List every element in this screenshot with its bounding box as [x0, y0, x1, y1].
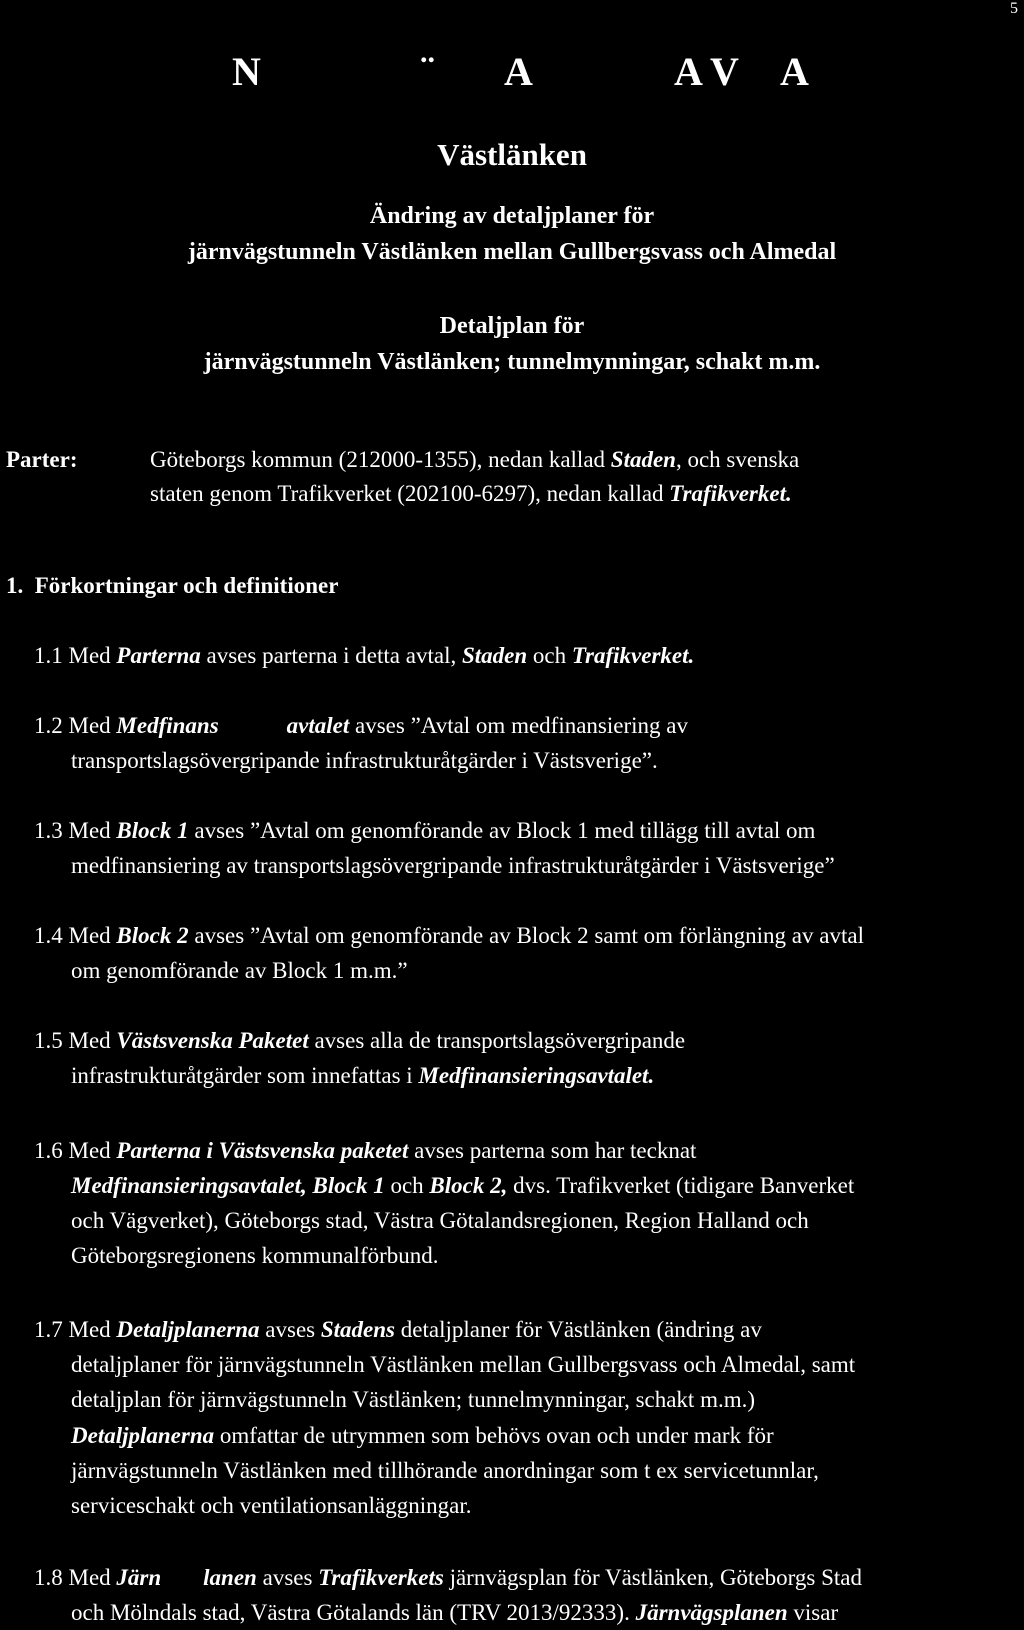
term: Järn: [116, 1565, 162, 1590]
section-title: Förkortningar och definitioner: [34, 573, 339, 598]
definition-1-2-line-2: transportslagsövergripande infrastrukturåtgärder i Västsverige”.: [71, 748, 658, 773]
definition-1-7-line-4: [71, 1418, 774, 1453]
title-fragment-5: A: [780, 49, 809, 94]
term: Västsvenska Paketet: [116, 1028, 309, 1053]
text: 1.5 Med: [34, 1028, 117, 1053]
definition-1-7-line-6: serviceschakt och ventilationsanläggningar.: [71, 1493, 472, 1518]
definition-1-5: [34, 1023, 685, 1058]
term: Medfinans: [116, 713, 219, 738]
text: 1.6 Med: [34, 1138, 117, 1163]
plan2-line1: Detaljplan för: [439, 313, 585, 339]
text: 1.4 Med: [34, 923, 117, 948]
text: 1.8 Med: [34, 1565, 117, 1590]
text: 1.7 Med: [34, 1317, 117, 1342]
plan2-line2: järnvägstunneln Västlänken; tunnelmynningar, schakt m.m.: [203, 349, 821, 375]
term: Trafikverket.: [571, 643, 695, 668]
text: och Mölndals stad, Västra Götalands län (TRV 2013/92333).: [71, 1600, 636, 1625]
plan1-line1: Ändring av detaljplaner för: [369, 203, 655, 229]
term: Block 2,: [429, 1173, 508, 1198]
definition-1-7-line-5: järnvägstunneln Västlänken med tillhörande anordningar som t ex servicetunnlar,: [71, 1458, 819, 1483]
definition-1-3-line-2: medfinansiering av transportslagsövergripande infrastrukturåtgärder i Västsverige”: [71, 853, 835, 878]
text: , och svenska: [675, 447, 800, 472]
text: visar: [787, 1600, 839, 1625]
definition-1-4: [34, 918, 864, 953]
text: och: [384, 1173, 430, 1198]
definition-1-6-line-2: [71, 1168, 854, 1203]
definition-1-5-line-2: [71, 1058, 654, 1093]
section-heading: [6, 568, 338, 603]
term: Medfinansieringsavtalet.: [418, 1063, 655, 1088]
title-fragment-4: A V: [674, 49, 739, 94]
term-staden: Staden: [610, 447, 676, 472]
term: Detaljplanerna: [116, 1317, 260, 1342]
definition-1-4-line-2: om genomförande av Block 1 m.m.”: [71, 958, 408, 983]
text: avses ”Avtal om genomförande av Block 2 samt om förlängning av avtal: [188, 923, 864, 948]
definition-1-8: [34, 1560, 862, 1595]
term: Medfinansieringsavtalet, Block 1: [71, 1173, 385, 1198]
term: Block 1: [116, 818, 189, 843]
term: Trafikverkets: [318, 1565, 444, 1590]
definition-1-6-line-4: Göteborgsregionens kommunalförbund.: [71, 1243, 439, 1268]
title-fragment-3: A: [504, 49, 533, 94]
text: infrastrukturåtgärder som innefattas i: [71, 1063, 419, 1088]
parties-line-1: [150, 442, 799, 477]
term: Stadens: [320, 1317, 396, 1342]
text: avses: [256, 1565, 319, 1590]
text: 1.1 Med: [34, 643, 117, 668]
text: avses: [259, 1317, 321, 1342]
term: lanen: [203, 1565, 257, 1590]
term: avtalet: [286, 713, 350, 738]
text: järnvägsplan för Västlänken, Göteborgs Stad: [443, 1565, 862, 1590]
parties-label: Parter:: [6, 447, 78, 472]
text: avses alla de transportslagsövergripande: [308, 1028, 686, 1053]
definition-1-1: [34, 638, 694, 673]
title-fragment-2: ..: [420, 36, 435, 69]
text: dvs. Trafikverket (tidigare Banverket: [507, 1173, 855, 1198]
definition-1-2: [34, 708, 688, 743]
text: avses parterna som har tecknat: [408, 1138, 697, 1163]
text: 1.3 Med: [34, 818, 117, 843]
term-trafikverket: Trafikverket.: [669, 481, 792, 506]
text: avses ”Avtal om medfinansiering av: [349, 713, 688, 738]
page-number: 5: [1010, 0, 1018, 17]
definition-1-7-line-2: detaljplaner för järnvägstunneln Västlänken mellan Gullbergsvass och Almedal, samt: [71, 1352, 856, 1377]
definition-1-7: [34, 1312, 762, 1347]
text: avses parterna i detta avtal,: [200, 643, 462, 668]
text: och: [527, 643, 572, 668]
plan1-line2: järnvägstunneln Västlänken mellan Gullbergsvass och Almedal: [187, 239, 837, 265]
term: Staden: [461, 643, 528, 668]
term: Parterna: [116, 643, 201, 668]
definition-1-7-line-3: detaljplan för järnvägstunneln Västlänken; tunnelmynningar, schakt m.m.): [71, 1387, 756, 1412]
definition-1-8-line-2: [71, 1595, 838, 1630]
text: Göteborgs kommun (212000-1355), nedan kallad: [150, 447, 611, 472]
term: Block 2: [116, 923, 189, 948]
title-fragment-1: N: [232, 49, 261, 94]
text: detaljplaner för Västlänken (ändring av: [395, 1317, 762, 1342]
parties-line-2: [150, 476, 792, 511]
term: Parterna i Västsvenska paketet: [116, 1138, 409, 1163]
document-subtitle: Västlänken: [437, 137, 587, 172]
term: Järnvägsplanen: [635, 1600, 788, 1625]
definition-1-6-line-3: och Vägverket), Göteborgs stad, Västra Götalandsregionen, Region Halland och: [71, 1208, 809, 1233]
text: 1.2 Med: [34, 713, 117, 738]
text: omfattar de utrymmen som behövs ovan och under mark för: [214, 1423, 774, 1448]
text: staten genom Trafikverket (202100-6297), nedan kallad: [150, 481, 670, 506]
text: avses ”Avtal om genomförande av Block 1 med tillägg till avtal om: [188, 818, 816, 843]
term: Detaljplanerna: [71, 1423, 215, 1448]
definition-1-3: [34, 813, 815, 848]
definition-1-6: [34, 1133, 696, 1168]
section-number: 1.: [6, 573, 24, 598]
